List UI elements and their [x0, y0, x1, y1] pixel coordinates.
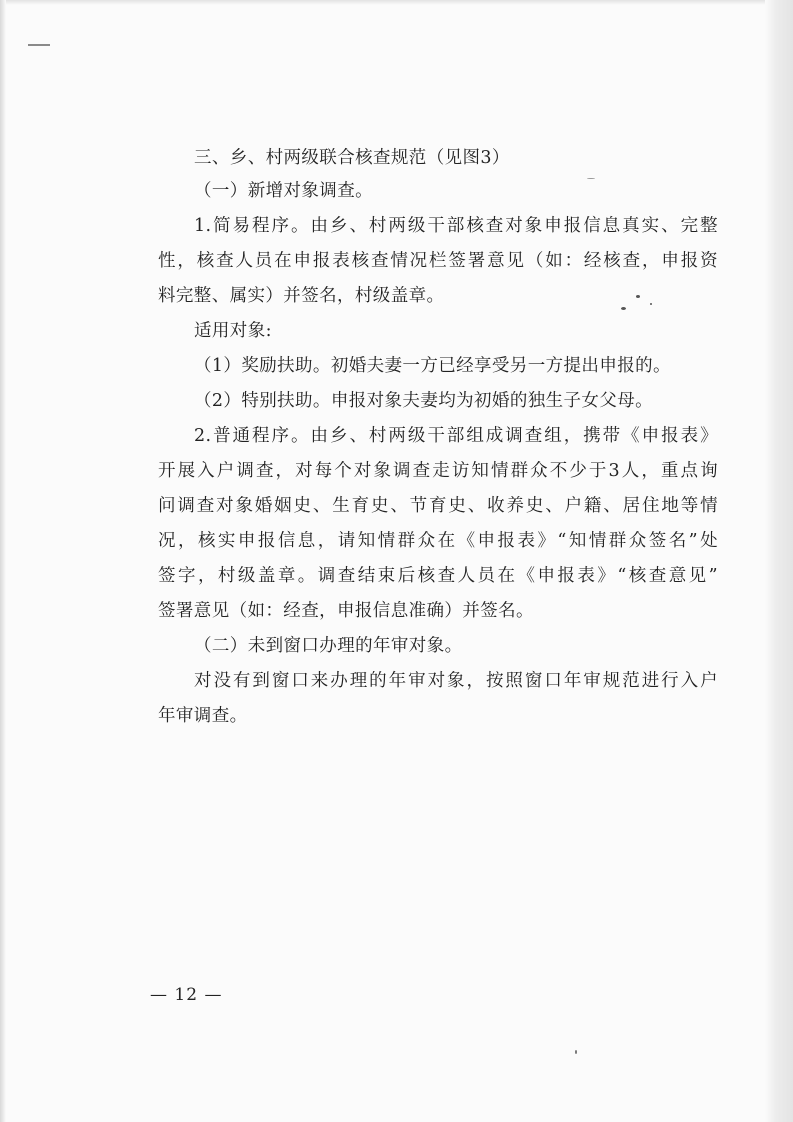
paragraph-line: 对没有到窗口来办理的年审对象，按照窗口年审规范进行入户: [194, 671, 718, 691]
paragraph-line: 料完整、属实）并签名，村级盖章。: [158, 286, 445, 306]
applicable-label: 适用对象:: [194, 321, 272, 341]
paragraph-line: 年审调查。: [158, 706, 248, 726]
paragraph-line: 性，核查人员在申报表核查情况栏签署意见（如：经核查，申报资: [158, 251, 718, 271]
paragraph-line: 2.普通程序。由乡、村两级干部组成调查组，携带《申报表》: [194, 426, 718, 446]
paragraph-line: 签字，村级盖章。调查结束后核查人员在《申报表》“核查意见”: [158, 566, 718, 586]
paragraph-line: 1.简易程序。由乡、村两级干部核查对象申报信息真实、完整: [194, 216, 718, 236]
paragraph-line: 问调查对象婚姻史、生育史、节育史、收养史、户籍、居住地等情: [158, 496, 718, 516]
paragraph-line: 开展入户调查，对每个对象调查走访知情群众不少于3人，重点询: [158, 461, 718, 481]
page-number: — 12 —: [150, 985, 223, 1005]
list-item: （2）特别扶助。申报对象夫妻均为初婚的独生子女父母。: [194, 391, 654, 411]
list-item: （1）奖励扶助。初婚夫妻一方已经享受另一方提出申报的。: [194, 356, 671, 376]
paragraph-line: 况，核实申报信息，请知情群众在《申报表》“知情群众签名”处: [158, 531, 718, 551]
section-heading: 三、乡、村两级联合核查规范（见图3）: [194, 148, 510, 168]
paragraph-line: 签署意见（如：经查，申报信息准确）并签名。: [158, 601, 534, 621]
subheading-annual-review: （二）未到窗口办理的年审对象。: [194, 636, 463, 656]
subheading-new-objects: （一）新增对象调查。: [194, 181, 373, 201]
